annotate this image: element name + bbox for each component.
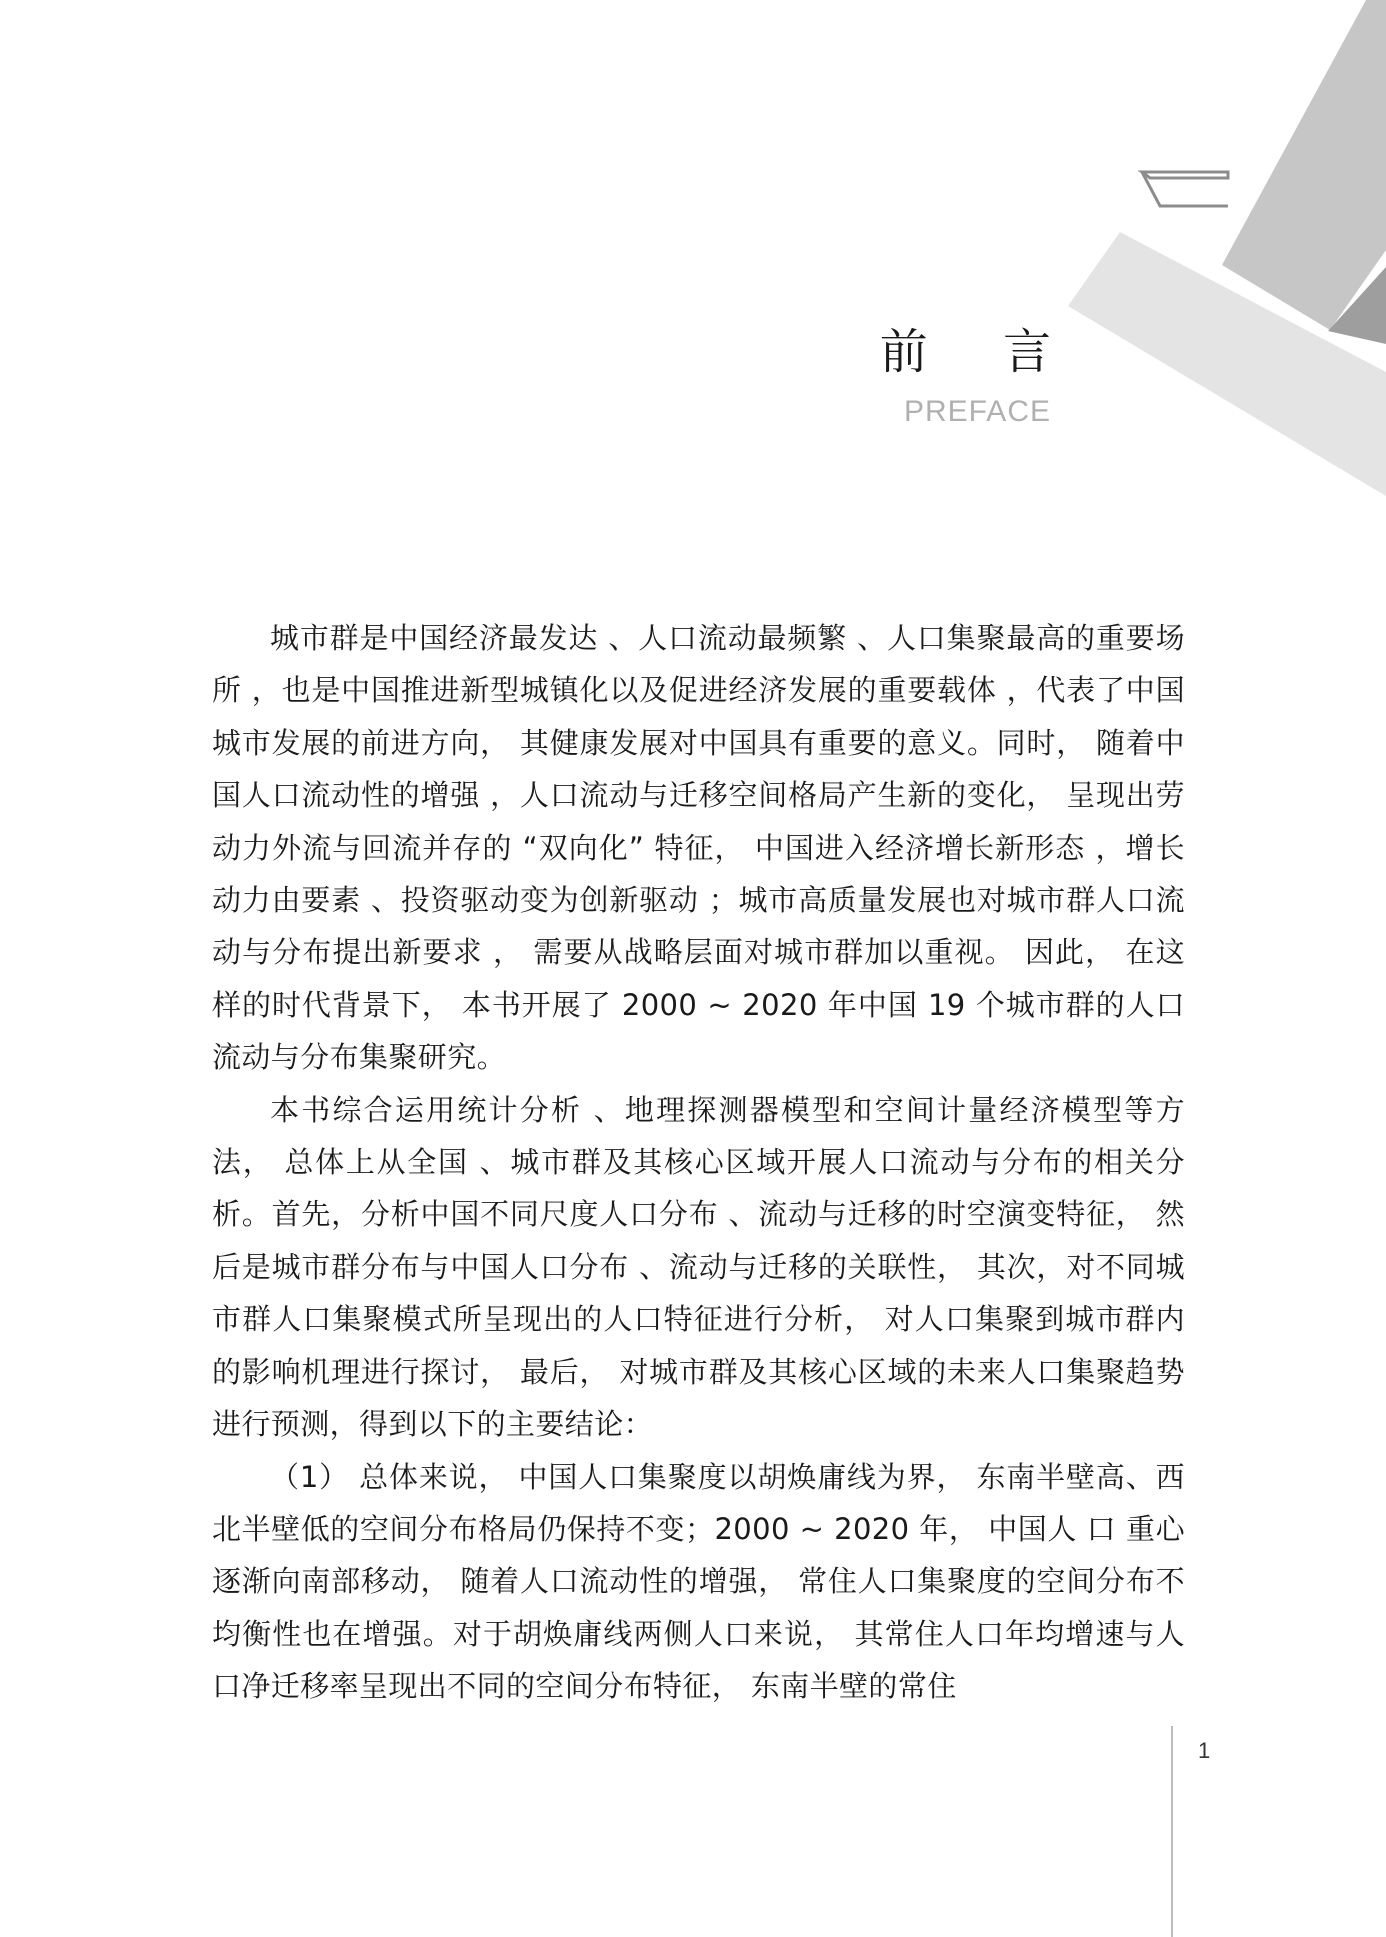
paragraph: 本书综合运用统计分析 、地理探测器模型和空间计量经济模型等方法， 总体上从全国 、城市群及其核心区域开展人口流动与分布的相关分析。首先，分析中国不同尺度人口分布 、流动与迁移的时空演变特征， 然后是城市群分布与中国人口分布 、流动与迁移的关联性， 其次，对不同城市群人口集聚模式所呈现出的人口特征进行分析， 对人口集聚到城市群内的影响机理进行探讨， 最后， 对城市群及其核心区域的未来人口集聚趋势进行预测，得到以下的主要结论：	[212, 1092, 1185, 1442]
paragraph: （1） 总体来说， 中国人口集聚度以胡焕庸线为界， 东南半壁高、西北半壁低的空间分布格局仍保持不变；2000 ~ 2020 年， 中国人 口 重心逐渐向南部移动， 随着人口流动性的增强， 常住人口集聚度的空间分布不均衡性也在增强。对于胡焕庸线两侧人口来说， 其常住人口年均增速与人口净迁移率呈现出不同的空间分布特征， 东南半壁的常住	[212, 1459, 1185, 1704]
paragraph: 城市群是中国经济最发达 、人口流动最频繁 、人口集聚最高的重要场所 ，也是中国推进新型城镇化以及促进经济发展的重要载体 ，代表了中国城市发展的前进方向， 其健康发展对中国具有重要的意义。同时， 随着中国人口流动性的增强 ，人口流动与迁移空间格局产生新的变化， 呈现出劳动力外流与回流并存的 “双向化” 特征， 中国进入经济增长新形态 ，增长动力由要素 、投资驱动变为创新驱动 ；城市高质量发展也对城市群人口流动与分布提出新要求 ， 需要从战略层面对城市群加以重视。 因此， 在这样的时代背景下， 本书开展了 2000 ~ 2020 年中国 19 个城市群的人口流动与分布集聚研究。	[212, 621, 1185, 1075]
page-divider	[1171, 1726, 1173, 1937]
page-number: 1	[1198, 1738, 1211, 1763]
decorative-header-graphic	[0, 0, 1386, 520]
chapter-subtitle: PREFACE	[903, 395, 1051, 428]
body-text	[212, 612, 1185, 1713]
deco-frame-outline	[1142, 172, 1228, 178]
chapter-title-block	[879, 322, 1081, 430]
deco-band-upper	[1222, 0, 1386, 330]
chapter-title: 前 言	[879, 324, 1081, 380]
